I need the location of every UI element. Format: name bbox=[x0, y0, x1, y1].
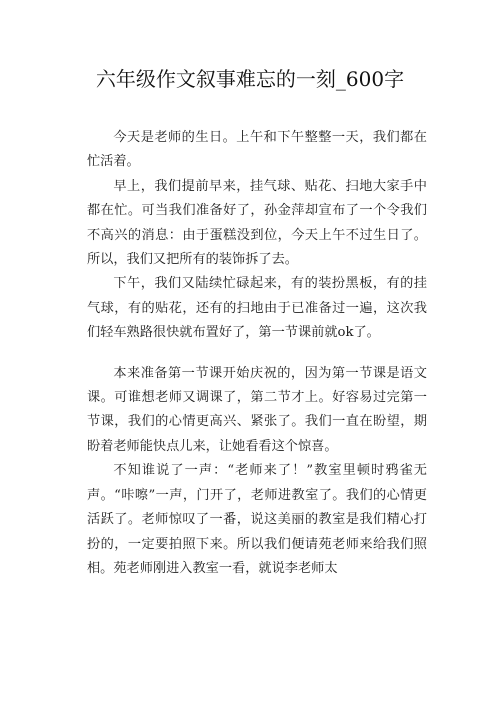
paragraph: 早上，我们提前早来，挂气球、贴花、扫地大家手中都在忙。可当我们准备好了，孙金萍却宣布了一个令我们不高兴的消息：由于蛋糕没到位，今天上午不过生日了。所以，我们又把所有的装饰拆了去。 bbox=[87, 178, 427, 268]
paragraph: 本来准备第一节课开始庆祝的，因为第一节课是语文课。可谁想老师又调课了，第二节才上。好容易过完第一节课，我们的心情更高兴、紧张了。我们一直在盼望，期盼着老师能快点儿来，让她看看这个惊喜。 bbox=[87, 365, 427, 454]
paragraph: 不知谁说了一声：“老师来了！”教室里顿时鸦雀无声。“咔嚓”一声，门开了，老师进教室了。我们的心情更活跃了。老师惊叹了一番，说这美丽的教室是我们精心打扮的，一定要拍照下来。所以我们便请苑老师来给我们照相。苑老师刚进入教室一看，就说李老师太 bbox=[87, 463, 427, 576]
paragraph: 今天是老师的生日。上午和下午整整一天，我们都在忙活着。 bbox=[87, 130, 427, 170]
document-body bbox=[87, 126, 427, 581]
document-title: 六年级作文叙事难忘的一刻_600字 bbox=[95, 67, 405, 91]
paragraph: 下午，我们又陆续忙碌起来，有的装扮黑板，有的挂气球，有的贴花，还有的扫地由于已准备过一遍，这次我们轻车熟路很快就布置好了，第一节课前就ok了。 bbox=[87, 276, 427, 341]
